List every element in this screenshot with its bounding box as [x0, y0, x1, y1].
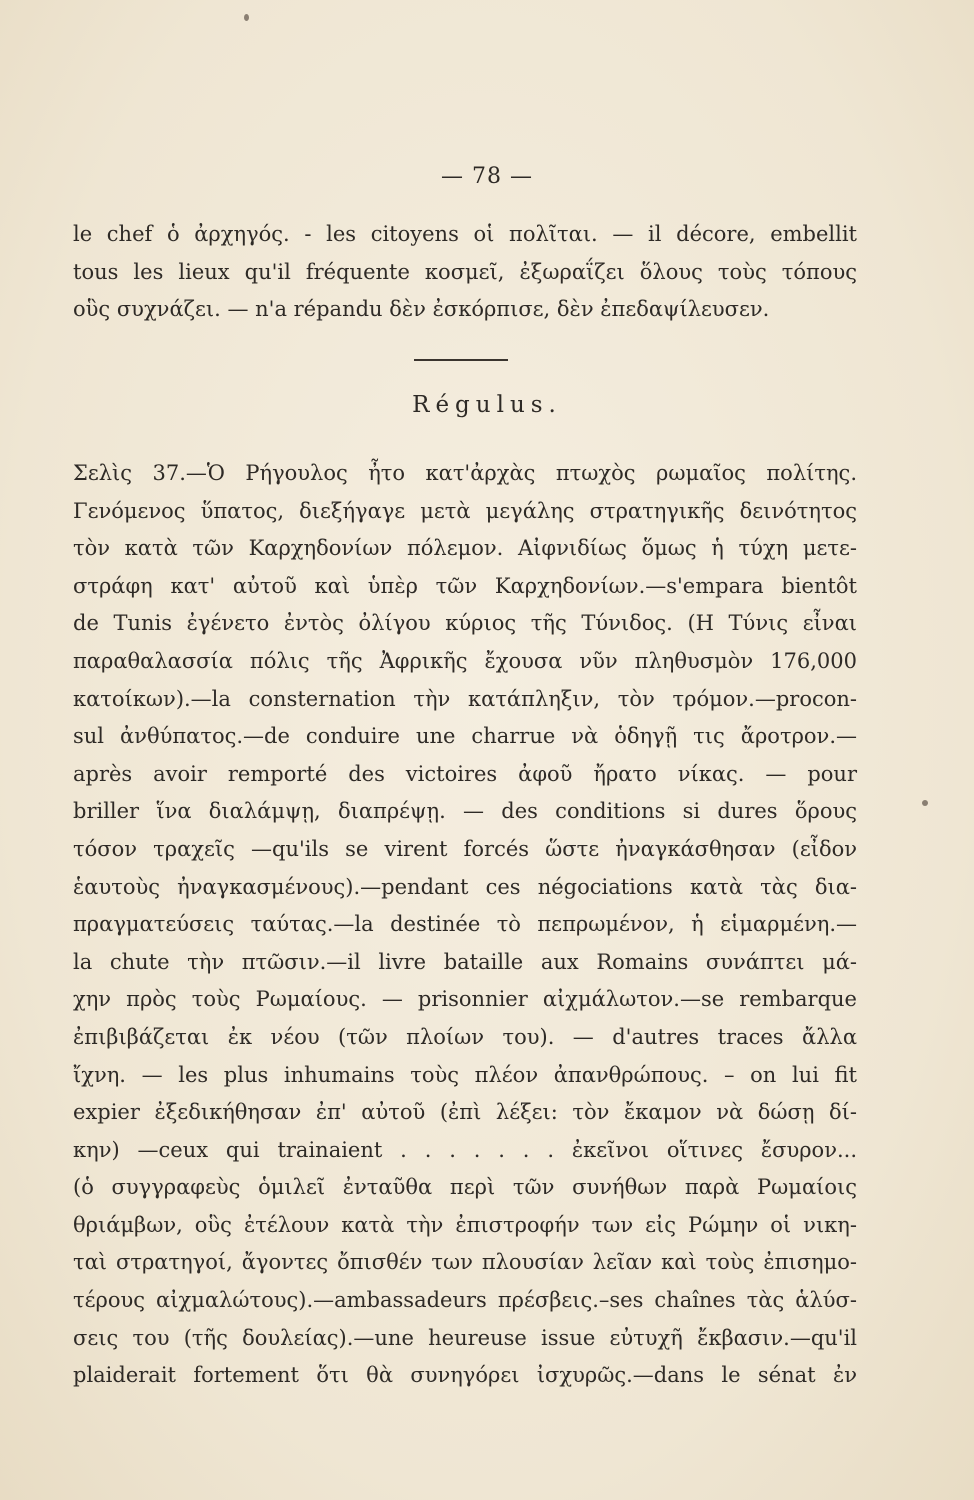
- text-line: οὓς συχνάζει. — n'a répandu δὲν ἐσκόρπισε, δὲν ἐπεδαψίλευσεν.: [73, 297, 770, 322]
- text-line: plaiderait fortement ὅτι θὰ συνηγόρει ἰσχυρῶς.—dans le sénat ἐν: [73, 1363, 857, 1388]
- ink-speck: [922, 800, 928, 806]
- page-number: — 78 —: [441, 164, 533, 189]
- text-line: χην πρὸς τοὺς Ρωμαίους. — prisonnier αἰχμάλωτον.—se rembarque: [73, 987, 857, 1012]
- text-line: expier ἐξεδικήθησαν ἐπ' αὐτοῦ (ἐπὶ λέξει: τὸν ἔκαμον νὰ δώσῃ δί-: [73, 1100, 857, 1125]
- text-line: sul ἀνθύπατος.—de conduire une charrue νὰ ὁδηγῇ τις ἄροτρον.—: [73, 724, 857, 749]
- text-line: κατοίκων).—la consternation τὴν κατάπληξιν, τὸν τρόμον.—procon-: [73, 686, 857, 711]
- body-paragraph: [73, 455, 857, 1395]
- text-line: θριάμβων, οὓς ἐτέλουν κατὰ τὴν ἐπιστροφήν των εἰς Ρώμην οἱ νικη-: [73, 1212, 857, 1237]
- text-line: ἐπιβιβάζεται ἐκ νέου (τῶν πλοίων του). — d'autres traces ἄλλα: [73, 1024, 857, 1049]
- section-divider: [414, 359, 508, 361]
- text-line: κην) —ceux qui trainaient . . . . . . . ἐκεῖνοι οἵτινες ἔσυρον...: [73, 1137, 857, 1162]
- text-line: Σελὶς 37.—Ὁ Ρήγουλος ἦτο κατ'ἀρχὰς πτωχὸς ρωμαῖος πολίτης.: [73, 461, 857, 485]
- text-line: στράφη κατ' αὐτοῦ καὶ ὑπὲρ τῶν Καρχηδονίων.—s'empara bientôt: [73, 573, 857, 598]
- text-line: πραγματεύσεις ταύτας.—la destinée τὸ πεπρωμένον, ἡ εἱμαρμένη.—: [73, 912, 857, 937]
- text-line: τέρους αἰχμαλώτους).—ambassadeurs πρέσβεις.–ses chaînes τὰς ἁλύσ-: [73, 1288, 857, 1313]
- text-line: la chute τὴν πτῶσιν.—il livre bataille aux Romains συνάπτει μά-: [73, 949, 857, 974]
- text-line: τόσον τραχεῖς —qu'ils se virent forcés ὥστε ἠναγκάσθησαν (εἶδον: [73, 836, 857, 861]
- text-line: de Tunis ἐγένετο ἐντὸς ὀλίγου κύριος τῆς Τύνιδος. (Η Τύνις εἶναι: [73, 611, 857, 636]
- text-line: briller ἵνα διαλάμψῃ, διαπρέψῃ. — des conditions si dures ὅρους: [73, 799, 857, 824]
- ink-speck: [244, 14, 249, 21]
- text-line: ἴχνη. — les plus inhumains τοὺς πλέον ἀπανθρώπους. – on lui fit: [73, 1062, 857, 1087]
- text-line: après avoir remporté des victoires ἀφοῦ ἤρατο νίκας. — pour: [73, 761, 857, 786]
- text-line: le chef ὁ ἀρχηγός. - les citoyens οἱ πολῖται. — il décore, embellit: [73, 222, 857, 246]
- section-title: Régulus.: [412, 392, 562, 418]
- text-line: σεις του (τῆς δουλείας).—une heureuse issue εὐτυχῆ ἔκβασιν.—qu'il: [73, 1325, 857, 1350]
- text-line: ταὶ στρατηγοί, ἄγοντες ὄπισθέν των πλουσίαν λεῖαν καὶ τοὺς ἐπισημο-: [73, 1250, 857, 1275]
- text-line: τὸν κατὰ τῶν Καρχηδονίων πόλεμον. Αἰφνιδίως ὅμως ἡ τύχη μετε-: [73, 536, 857, 561]
- intro-paragraph: [73, 216, 857, 329]
- text-line: tous les lieux qu'il fréquente κοσμεῖ, ἐξωραΐζει ὅλους τοὺς τόπους: [73, 259, 857, 284]
- text-line: (ὁ συγγραφεὺς ὁμιλεῖ ἐνταῦθα περὶ τῶν συνήθων παρὰ Ρωμαίοις: [73, 1175, 857, 1200]
- text-line: Γενόμενος ὕπατος, διεξήγαγε μετὰ μεγάλης στρατηγικῆς δεινότητος: [73, 498, 857, 523]
- text-line: παραθαλασσία πόλις τῆς Ἀφρικῆς ἔχουσα νῦν πληθυσμὸν 176,000: [73, 648, 857, 673]
- text-line: ἑαυτοὺς ἠναγκασμένους).—pendant ces négociations κατὰ τὰς δια-: [73, 874, 857, 899]
